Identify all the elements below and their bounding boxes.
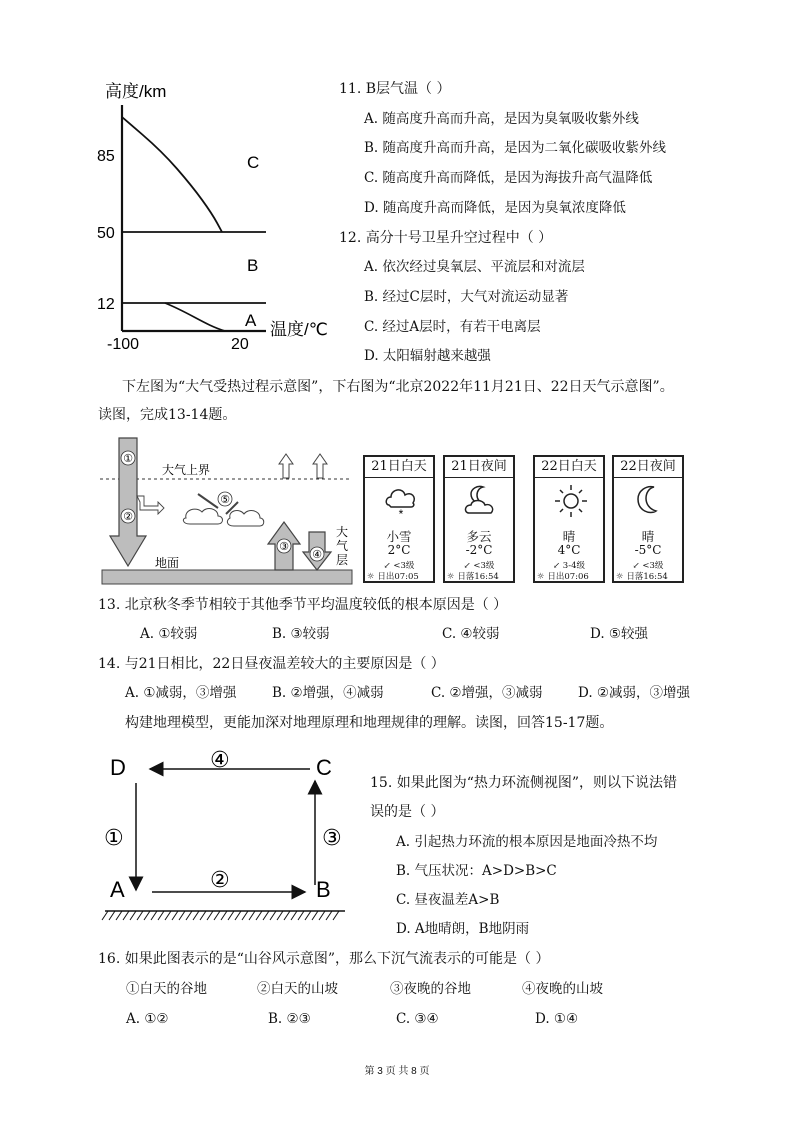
moon-cloud-icon <box>461 481 501 521</box>
x-axis-label: 温度/℃ <box>270 320 328 339</box>
q15-option-d: D. A地晴朗，B地阴雨 <box>396 921 530 937</box>
q14-option-a: A. ①减弱，③增强 <box>125 685 237 701</box>
hatch-stroke <box>165 911 171 920</box>
hatch-stroke <box>305 911 311 920</box>
hatch-stroke <box>221 911 227 920</box>
sun-icon <box>551 481 591 521</box>
q13-stem: 13. 北京秋冬季节相较于其他季节平均温度较低的根本原因是（ ） <box>98 597 508 613</box>
q13-option-c: C. ④较弱 <box>442 626 500 642</box>
curve-layer-a <box>165 303 225 331</box>
atmosphere-top-label: 大气上界 <box>162 463 211 477</box>
cloud-left <box>183 509 222 524</box>
corner-d: D <box>110 755 126 780</box>
hatch-stroke <box>298 911 304 920</box>
weather-card-header: 21日夜间 <box>445 457 513 478</box>
q14-stem: 14. 与21日相比，22日昼夜温差较大的主要原因是（ ） <box>98 656 445 672</box>
hatch-stroke <box>312 911 318 920</box>
y-axis-label: 高度/km <box>105 82 167 101</box>
hatch-stroke <box>137 911 143 920</box>
q16-item-4: ④夜晚的山坡 <box>522 981 603 997</box>
weather-condition: 多云 <box>466 529 492 544</box>
y-tick-12: 12 <box>97 296 115 313</box>
hatch-stroke <box>270 911 276 920</box>
hatch-stroke <box>291 911 297 920</box>
q11-option-c: C. 随高度升高而降低，是因为海拔升高气温降低 <box>364 170 653 186</box>
q16-stem: 16. 如果此图表示的是“山谷风示意图”，那么下沉气流表示的可能是（ ） <box>98 951 550 967</box>
atmosphere-chart <box>95 75 340 355</box>
hatch-stroke <box>242 911 248 920</box>
hatch-stroke <box>214 911 220 920</box>
hatch-stroke <box>319 911 325 920</box>
page-footer: 第 3 页 共 8 页 <box>364 1066 430 1077</box>
hatch-stroke <box>333 911 339 920</box>
q11-option-b: B. 随高度升高而升高，是因为二氧化碳吸收紫外线 <box>364 140 667 156</box>
thermal-circulation-diagram <box>100 745 360 930</box>
hatch-stroke <box>130 911 136 920</box>
label-1: ① <box>123 453 133 465</box>
weather-temp: -2°C <box>465 543 493 557</box>
corner-a: A <box>110 877 125 902</box>
curve-layer-c <box>122 117 222 232</box>
weather-sun-time: ☼ 日出07:05 <box>367 572 419 582</box>
weather-condition: 小雪 <box>386 529 412 544</box>
weather-condition: 晴 <box>641 529 655 544</box>
q13-option-b: B. ③较弱 <box>272 626 330 642</box>
hatch-stroke <box>109 911 115 920</box>
q15-option-a: A. 引起热力环流的根本原因是地面冷热不均 <box>396 834 658 850</box>
hatch-stroke <box>326 911 332 920</box>
weather-sun-time: ☼ 日落16:54 <box>616 572 668 582</box>
q12-option-d: D. 太阳辐射越来越强 <box>364 348 491 364</box>
weather-sun-time: ☼ 日出07:06 <box>537 572 589 582</box>
hatch-stroke <box>144 911 150 920</box>
hatch-stroke <box>179 911 185 920</box>
layer-label-c: C <box>247 153 260 172</box>
q15-option-c: C. 昼夜温差A>B <box>396 892 500 908</box>
weather-temp: 2°C <box>387 543 411 557</box>
corner-b: B <box>316 877 331 902</box>
weather-wind: ↙ <3级 <box>383 561 415 571</box>
y-tick-85: 85 <box>97 148 115 165</box>
ground-hatching <box>102 911 339 920</box>
q12-option-a: A. 依次经过臭氧层、平流层和对流层 <box>364 259 585 275</box>
weather-card-21-night <box>443 455 515 583</box>
intro-13-14-line1: 下左图为“大气受热过程示意图”，下右图为“北京2022年11月21日、22日天气示意图”。 <box>122 379 674 395</box>
layer-label-a: A <box>245 311 257 330</box>
x-tick-minus100: -100 <box>107 336 140 353</box>
layer-label-b: B <box>247 256 259 275</box>
hatch-stroke <box>249 911 255 920</box>
atmospheric-heating-diagram <box>100 436 356 588</box>
q12-option-b: B. 经过C层时，大气对流运动显著 <box>364 289 569 305</box>
q13-option-d: D. ⑤较强 <box>590 626 649 642</box>
weather-card-header: 21日白天 <box>365 457 433 478</box>
q11-option-a: A. 随高度升高而升高，是因为臭氧吸收紫外线 <box>364 111 639 127</box>
svg-text:*: * <box>398 507 404 521</box>
q16-option-d: D. ①④ <box>535 1011 579 1027</box>
weather-card-22-day <box>533 455 605 583</box>
weather-card-header: 22日夜间 <box>614 457 682 478</box>
moon-icon <box>630 481 670 521</box>
q11-option-d: D. 随高度升高而降低，是因为臭氧浓度降低 <box>364 200 626 216</box>
corner-c: C <box>316 755 332 780</box>
hatch-stroke <box>235 911 241 920</box>
q15-option-b: B. 气压状况：A>D>B>C <box>396 863 557 879</box>
flow-label-4: ④ <box>210 747 230 772</box>
side-label-3: 层 <box>336 553 349 567</box>
q16-item-3: ③夜晚的谷地 <box>390 981 471 997</box>
q16-item-1: ①白天的谷地 <box>126 981 207 997</box>
label-3: ③ <box>279 541 289 553</box>
q15-stem-line1: 15. 如果此图为“热力环流侧视图”，则以下说法错 <box>370 775 678 791</box>
ground-label: 地面 <box>155 556 180 570</box>
flow-label-2: ② <box>210 867 230 892</box>
x-tick-20: 20 <box>231 336 249 353</box>
hatch-stroke <box>102 911 108 920</box>
intro-13-14-line2: 读图，完成13-14题。 <box>98 407 237 423</box>
q12-option-c: C. 经过A层时，有若干电离层 <box>364 319 541 335</box>
hatch-stroke <box>116 911 122 920</box>
weather-wind: ↙ <3级 <box>463 561 495 571</box>
q13-option-a: A. ①较弱 <box>140 626 198 642</box>
weather-card-22-night <box>612 455 684 583</box>
hatch-stroke <box>277 911 283 920</box>
weather-card-21-day <box>363 455 435 583</box>
hatch-stroke <box>200 911 206 920</box>
y-tick-50: 50 <box>97 225 115 242</box>
weather-wind: ↙ <3级 <box>632 561 664 571</box>
flow-label-1: ① <box>104 825 124 850</box>
label-5: ⑤ <box>220 494 230 506</box>
q14-option-b: B. ②增强，④减弱 <box>272 685 384 701</box>
hatch-stroke <box>263 911 269 920</box>
hatch-stroke <box>284 911 290 920</box>
q12-stem: 12. 高分十号卫星升空过程中（ ） <box>339 230 553 246</box>
intro-15-17: 构建地理模型，更能加深对地理原理和地理规律的理解。读图，回答15-17题。 <box>125 715 614 731</box>
reflection-arrow <box>137 496 164 514</box>
hatch-stroke <box>186 911 192 920</box>
hatch-stroke <box>151 911 157 920</box>
hatch-stroke <box>158 911 164 920</box>
ground <box>102 570 352 584</box>
cloud-right <box>227 511 263 526</box>
weather-sun-time: ☼ 日落16:54 <box>447 572 499 582</box>
q16-option-b: B. ②③ <box>268 1011 311 1027</box>
q16-option-a: A. ①② <box>126 1011 169 1027</box>
side-label-2: 气 <box>336 539 349 553</box>
q15-stem-line2: 误的是（ ） <box>370 804 445 820</box>
side-label-1: 大 <box>336 525 349 539</box>
weather-temp: 4°C <box>557 543 581 557</box>
label-4: ④ <box>312 549 322 561</box>
hatch-stroke <box>193 911 199 920</box>
q16-item-2: ②白天的山坡 <box>257 981 338 997</box>
q14-option-d: D. ②减弱，③增强 <box>578 685 691 701</box>
q16-option-c: C. ③④ <box>396 1011 439 1027</box>
hatch-stroke <box>123 911 129 920</box>
scatter-arrow-1 <box>198 494 218 508</box>
label-2: ② <box>123 511 133 523</box>
q14-option-c: C. ②增强，③减弱 <box>431 685 543 701</box>
outgoing-arrow-2 <box>313 454 327 478</box>
outgoing-arrow-1 <box>279 454 293 478</box>
hatch-stroke <box>228 911 234 920</box>
weather-wind: ↙ 3-4级 <box>552 561 585 571</box>
weather-condition: 晴 <box>562 529 576 544</box>
hatch-stroke <box>172 911 178 920</box>
hatch-stroke <box>207 911 213 920</box>
weather-card-header: 22日白天 <box>535 457 603 478</box>
snow-cloud-icon <box>381 481 421 521</box>
weather-temp: -5°C <box>634 543 662 557</box>
hatch-stroke <box>256 911 262 920</box>
flow-label-3: ③ <box>322 825 342 850</box>
q11-stem: 11. B层气温（ ） <box>339 81 451 97</box>
